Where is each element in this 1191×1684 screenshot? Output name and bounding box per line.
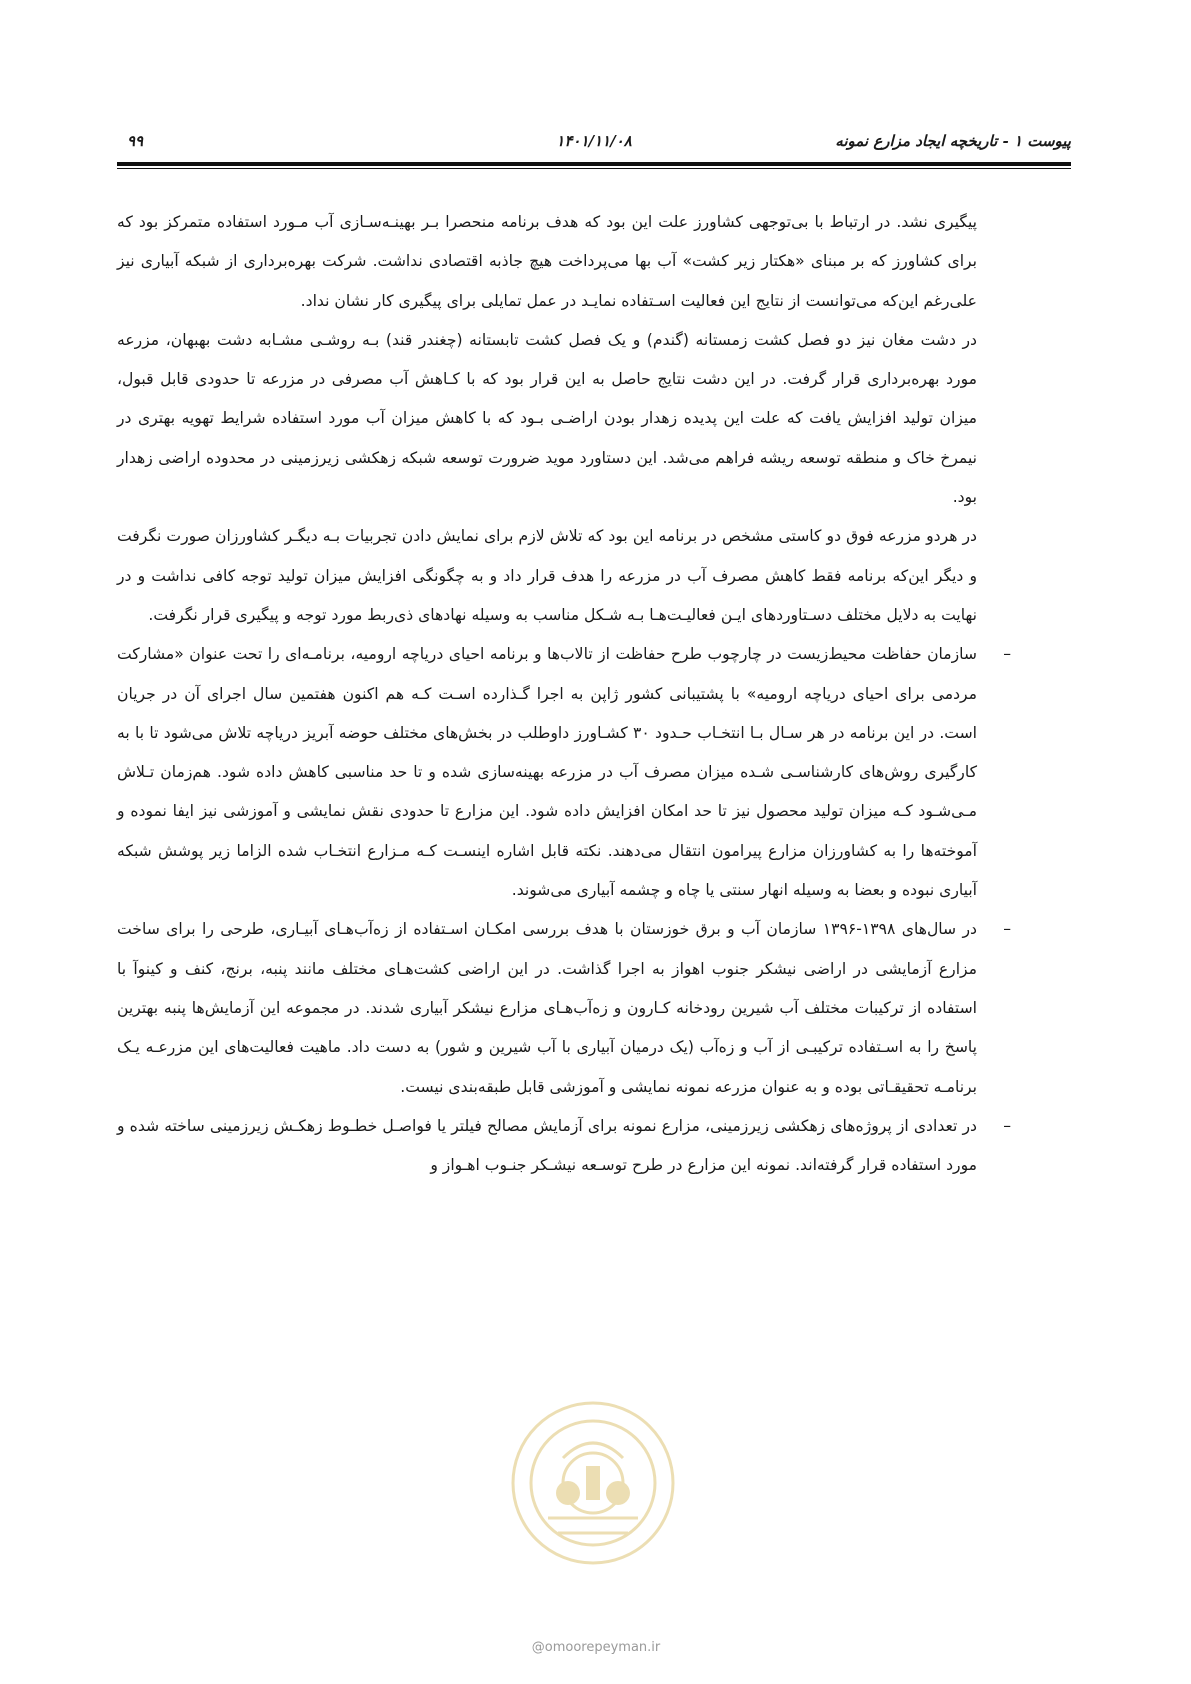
bullet-item [117,910,1011,1106]
bullet-marker: – [1003,645,1011,664]
bullet-text: سازمان حفاظت محیط‌زیست در چارچوب طرح حفاظت از تالاب‌ها و برنامه احیای دریاچه ارومیه، برنامـه‌ای را تحت عنوان «مشارکت مردمی برای احیای دریاچه ارومیه» با پشتیبانی کشور ژاپن به اجرا گـذارده اسـت کـه هم اکنون هفتمین سال اجرای آن در جریان است. در این برنامه در هر سـال بـا انتخـاب حـدود ۳۰ کشـاورز داوطلب در بخش‌های مختلف حوضه آبریز دریاچه تلاش می‌شود تا با به کارگیری روش‌های کارشناسـی شـده میزان مصرف آب در مزرعه بهینه‌سازی شده و تا حد مناسبی کاهش داده شود. هم‌زمان تـلاش مـی‌شـود کـه میزان تولید محصول نیز تا حد امکان افزایش داده شود. این مزارع تا حدودی نقش نمایشی و آموزشی نیز ایفا نموده و آموخته‌ها را به کشاورزان مزارع پیرامون انتقال می‌دهند. نکته قابل اشاره اینسـت کـه مـزارع انتخـاب شده الزاما زیر پوشش شبکه آبیاری نبوده و بعضا به وسیله انهار سنتی یا چاه و چشمه آبیاری می‌شوند. [117,645,977,900]
header-date: ۱۴۰۱/۱۱/۰۸ [556,132,632,150]
page-number: ۹۹ [127,132,144,150]
watermark-text: @omoorepeyman.ir [531,1640,661,1655]
bullet-item [117,1107,1011,1186]
header-rule-thin [117,168,1071,169]
header-rule-thick [117,162,1071,166]
bullet-text: در سال‌های ۱۳۹۸-۱۳۹۶ سازمان آب و برق خوزستان با هدف بررسی امکـان اسـتفاده از زه‌آب‌هـای آبیـاری، طرحی را برای ساخت مزارع آزمایشی در اراضی نیشکر جنوب اهواز به اجرا گذاشت. در این اراضی کشت‌هـای مختلف مانند پنبه، برنج، کنف و کینوآ با استفاده از ترکیبات مختلف آب شیرین رودخانه کـارون و زه‌آب‌هـای مزارع نیشکر آبیاری شدند. در مجموعه این آزمایش‌ها پنبه بهترین پاسخ را به اسـتفاده ترکیبـی از آب و زه‌آب (یک درمیان آبیاری با آب شیرین و شور) به دست داد. ماهیت فعالیت‌های این مزرعـه یـک برنامـه تحقیقـاتی بوده و به عنوان مزرعه نمونه نمایشی و آموزشی قابل طبقه‌بندی نیست. [117,920,977,1096]
bullet-text: در تعدادی از پروژه‌های زهکشی زیرزمینی، مزارع نمونه برای آزمایش مصالح فیلتر یا فواصـل خطـوط زهکـش زیرزمینی ساخته شده و مورد استفاده قرار گرفته‌اند. نمونه این مزارع در طرح توسـعه نیشـکر جنـوب اهـواز و [117,1116,977,1175]
bullet-marker: – [1003,920,1011,939]
bullet-marker: – [1003,1116,1011,1135]
bullet-item [117,635,1011,910]
paragraph: پیگیری نشد. در ارتباط با بی‌توجهی کشاورز علت این بود که هدف برنامه منحصرا بـر بهینـه‌سـازی آب مـورد استفاده متمرکز بود که برای کشاورز که بر مبنای «هکتار زیر کشت» آب بها می‌پرداخت هیچ جاذبه اقتصادی نداشت. شرکت بهره‌برداری از شبکه آبیاری نیز علی‌رغم این‌که می‌توانست از نتایج این فعالیت اسـتفاده نمایـد در عمل تمایلی برای پیگیری کار نشان نداد. [117,213,977,310]
paragraph: در دشت مغان نیز دو فصل کشت زمستانه (گندم) و یک فصل کشت تابستانه (چغندر قند) بـه روشـی مشـابه دشت بهبهان، مزرعه مورد بهره‌برداری قرار گرفت. در این دشت نتایج حاصل به این قرار بود که با کـاهش آب مصرفی در مزرعه تا حدودی قابل قبول، میزان تولید افزایش یافت که علت این پدیده زهدار بودن اراضـی بـود که با کاهش میزان آب مورد استفاده شرایط تهویه بهتری در نیمرخ خاک و منطقه توسعه ریشه فراهم می‌شد. این دستاورد موید ضرورت توسعه شبکه زهکشی زیرزمینی در محدوده اراضی زهدار بود. [117,330,977,507]
page-header [117,126,1071,156]
paragraph: در هردو مزرعه فوق دو کاستی مشخص در برنامه این بود که تلاش لازم برای نمایش دادن تجربیات بـه دیگـر کشاورزان صورت نگرفت و دیگر این‌که برنامه فقط کاهش مصرف آب در مزرعه را هدف قرار داد و به چگونگی افزایش میزان تولید توجه کافی نداشت و در نهایت به دلایل مختلف دسـتاوردهای ایـن فعالیـت‌هـا بـه شـکل مناسب به وسیله نهادهای ذی‌ربط مورد توجه و پیگیری قرار نگرفت. [117,527,977,624]
document-body [117,203,1011,1185]
seal-watermark-icon [508,1398,678,1568]
header-title: پیوست ۱ - تاریخچه ایجاد مزارع نمونه [835,132,1071,150]
